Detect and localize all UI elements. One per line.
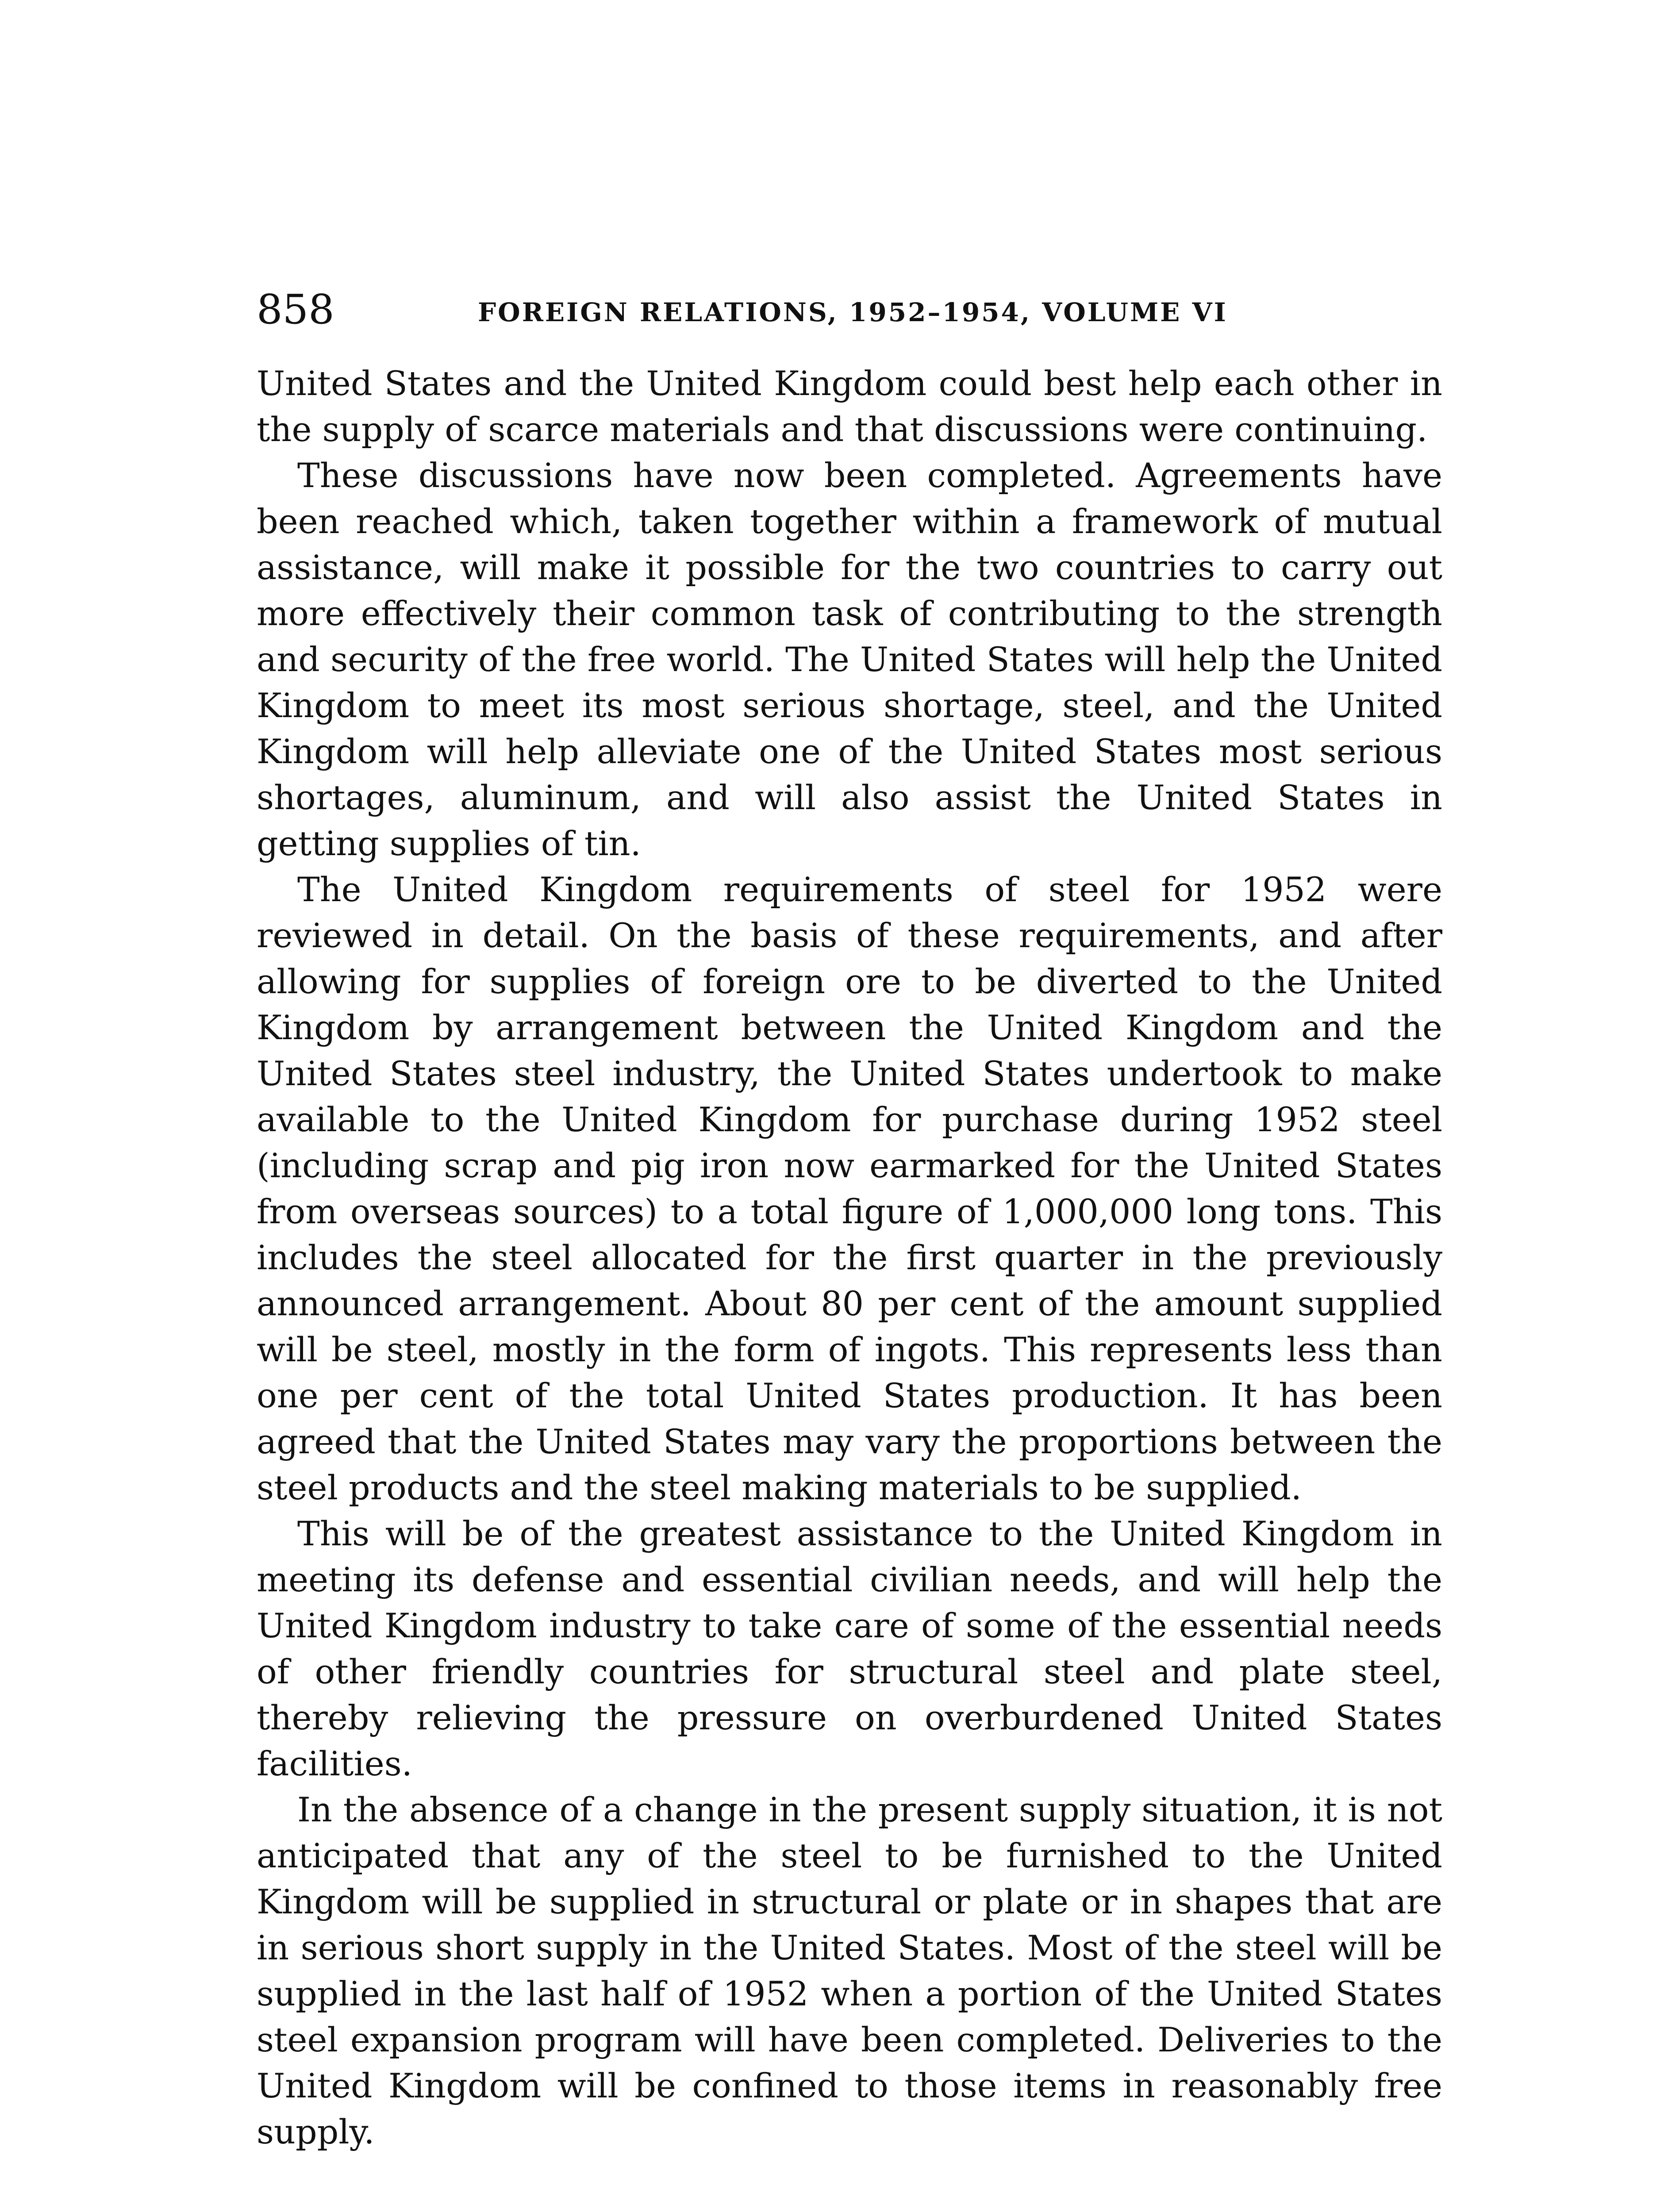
paragraph-discussions-completed: These discussions have now been completed. Agreements have been reached which, taken together within a framework of mutual assistance, will make it possible for the two countries to carry out more effectively their common task of contributing to the strength and security of the free world. The United States will help the United Kingdom to meet its most serious shortage, steel, and the United Kingdom will help alleviate one of the United States most serious shortages, aluminum, and will also assist the United States in getting supplies of tin. <box>257 456 1442 863</box>
paragraph-steel-requirements: The United Kingdom requirements of steel for 1952 were reviewed in detail. On the basis of these requirements, and after allowing for supplies of foreign ore to be diverted to the United Kingdom by arrangement between the United Kingdom and the United States steel industry, the United States undertook to make available to the United Kingdom for purchase during 1952 steel (including scrap and pig iron now earmarked for the United States from overseas sources) to a total figure of 1,000,000 long tons. This includes the steel allocated for the first quarter in the previously announced arrangement. About 80 per cent of the amount supplied will be steel, mostly in the form of ingots. This represents less than one per cent of the total United States production. It has been agreed that the United States may vary the proportions between the steel products and the steel making materials to be supplied. <box>257 870 1442 1507</box>
paragraph-continued: United States and the United Kingdom could best help each other in the supply of scarce materials and that discussions were continuing. <box>257 364 1442 449</box>
running-head: FOREIGN RELATIONS, 1952–1954, VOLUME VI <box>478 297 1228 327</box>
page-number: 858 <box>257 286 334 333</box>
paragraph-supply-situation: In the absence of a change in the present supply situation, it is not anticipated that any of the steel to be furnished to the United Kingdom will be supplied in structural or plate or in shapes that are in serious short supply in the United States. Most of the steel will be supplied in the last half of 1952 when a portion of the United States steel expansion program will have been completed. Deliveries to the United Kingdom will be confined to those items in reasonably free supply. <box>257 1790 1442 2151</box>
page-header <box>257 283 1442 336</box>
document-body <box>257 361 1442 2155</box>
paragraph-assistance: This will be of the greatest assistance to the United Kingdom in meeting its defense and essential civilian needs, and will help the United Kingdom industry to take care of some of the essential needs of other friendly countries for structural steel and plate steel, thereby relieving the pressure on overburdened United States facilities. <box>257 1514 1442 1783</box>
